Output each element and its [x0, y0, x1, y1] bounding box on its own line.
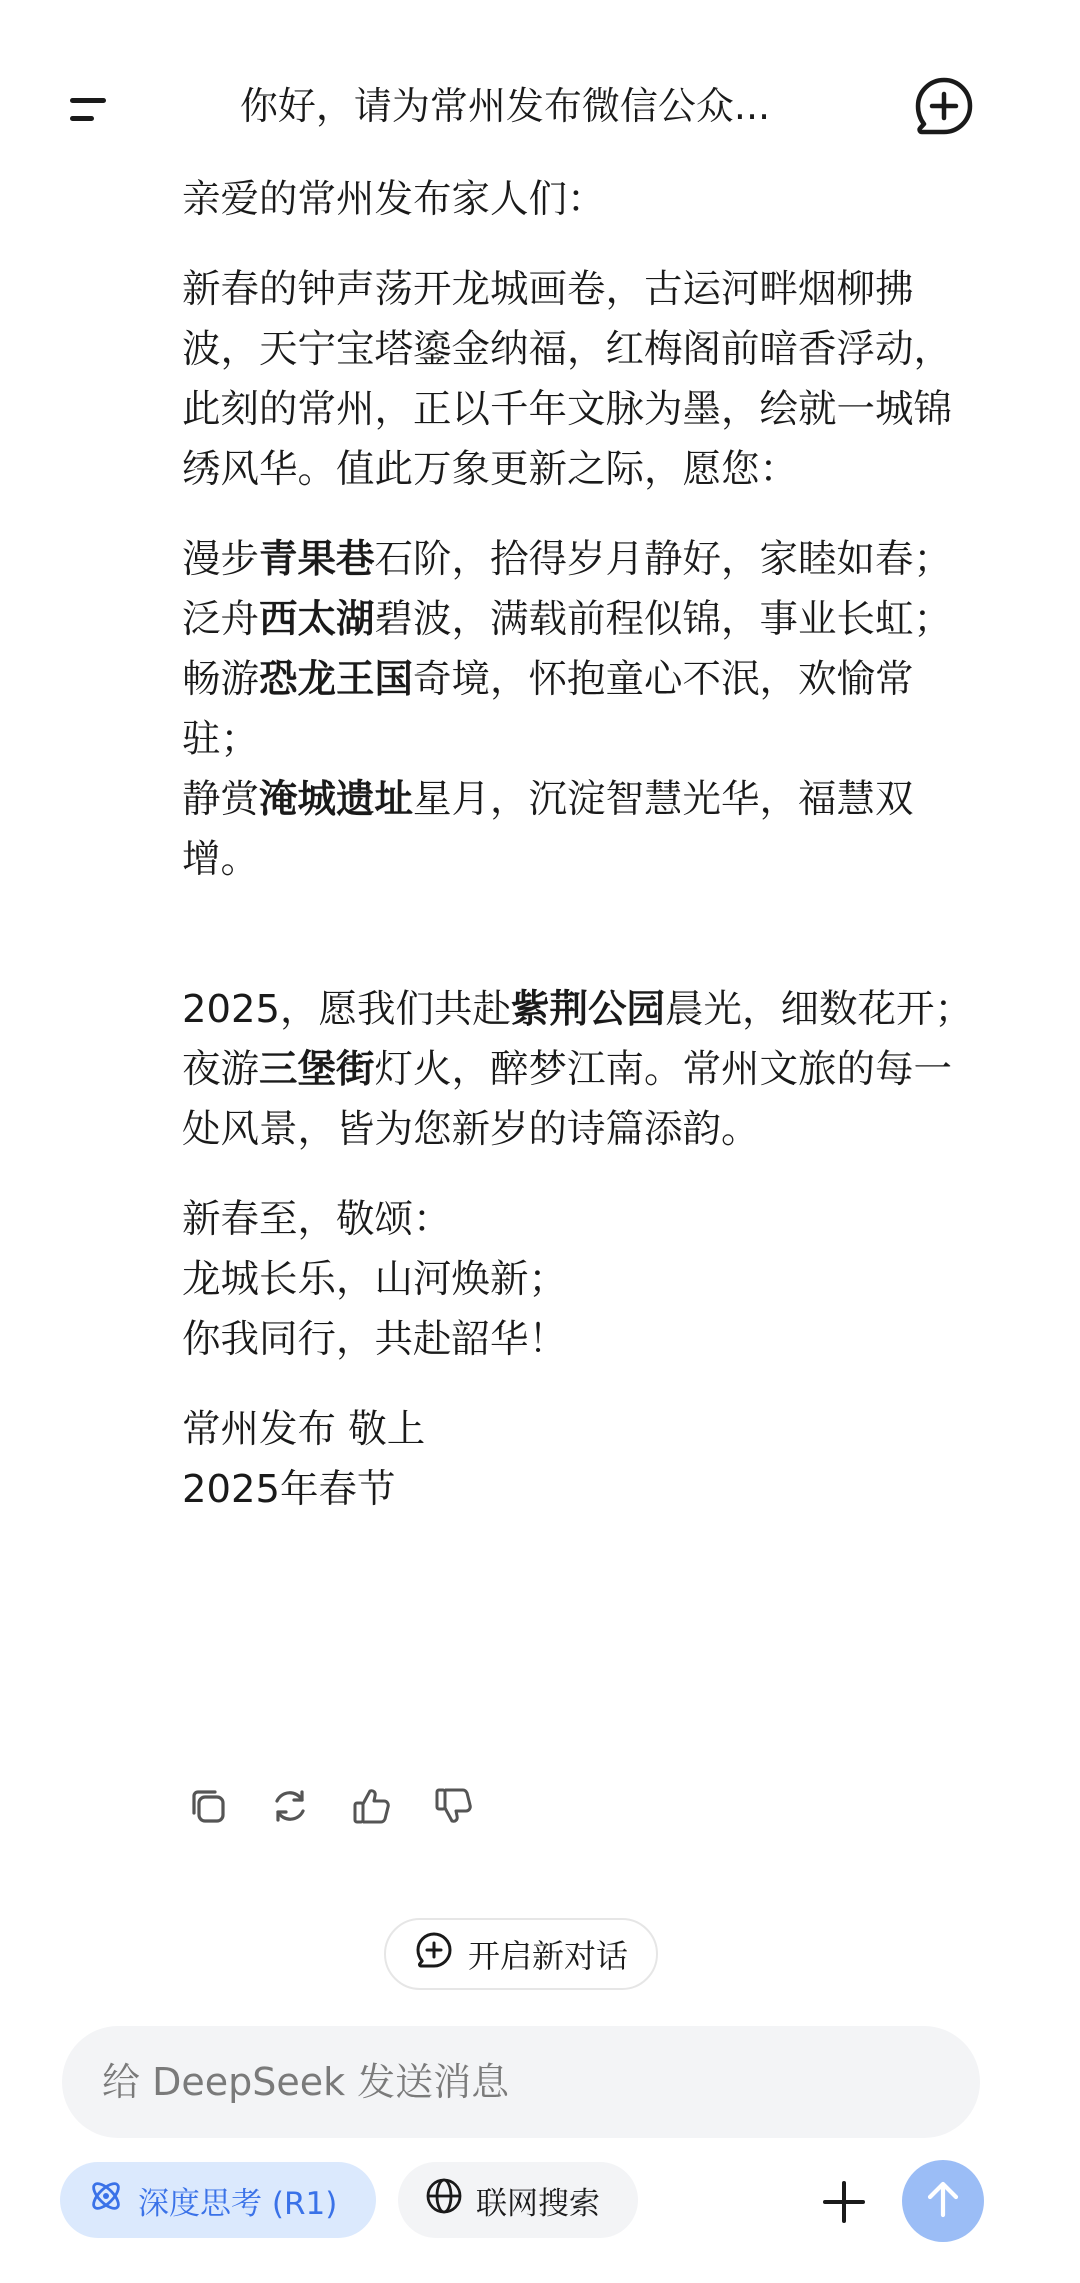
thumbs-up-icon[interactable] — [344, 1778, 400, 1834]
wish-line: 畅游恐龙王国奇境，怀抱童心不泯，欢愉常驻； — [182, 657, 914, 762]
wish-line: 静赏淹城遗址星月，沉淀智慧光华，福慧双增。 — [182, 777, 914, 882]
web-search-toggle[interactable] — [398, 2162, 638, 2238]
paragraph-intro: 新春的钟声荡开龙城画卷，古运河畔烟柳拂波，天宁宝塔鎏金纳福，红梅阁前暗香浮动，此刻的常州，正以千年文脉为墨，绘就一城锦绣风华。值此万象更新之际，愿您： — [182, 267, 953, 492]
send-button[interactable] — [902, 2160, 984, 2242]
arrow-up-icon — [921, 2177, 965, 2225]
top-bar — [0, 50, 1080, 160]
web-search-label: 联网搜索 — [476, 2185, 600, 2222]
greeting: 亲爱的常州发布家人们： — [182, 177, 606, 222]
new-chat-label: 开启新对话 — [467, 1937, 628, 1975]
wish-line: 漫步青果巷石阶，拾得岁月静好，家睦如春； — [182, 537, 953, 582]
wish-line: 泛舟西太湖碧波，满载前程似锦，事业长虹； — [182, 597, 953, 642]
copy-icon[interactable] — [180, 1778, 236, 1834]
signature: 常州发布 敬上 — [182, 1407, 426, 1452]
message-actions — [180, 1778, 482, 1834]
new-chat-icon[interactable] — [910, 72, 978, 140]
deep-think-toggle[interactable] — [60, 2162, 376, 2238]
menu-icon[interactable] — [58, 78, 118, 134]
new-chat-icon — [414, 1930, 454, 1978]
deep-think-label: 深度思考 (R1) — [138, 2185, 338, 2222]
input-placeholder: 给 DeepSeek 发送消息 — [102, 2060, 510, 2104]
paragraph-2025: 2025，愿我们共赴紫荆公园晨光，细数花开；夜游三堡街灯火，醉梦江南。常州文旅的每一处风景，皆为您新岁的诗篇添韵。 — [182, 987, 974, 1152]
conversation-title: 你好，请为常州发布微信公众... — [239, 84, 771, 128]
assistant-message — [182, 170, 982, 1520]
thumbs-down-icon[interactable] — [426, 1778, 482, 1834]
atom-icon — [86, 2176, 126, 2224]
closing-line: 龙城长乐，山河焕新； — [182, 1257, 568, 1302]
signature-date: 2025年春节 — [182, 1467, 396, 1512]
new-chat-button[interactable] — [384, 1918, 658, 1990]
closing-line: 你我同行，共赴韶华！ — [182, 1317, 568, 1362]
regenerate-icon[interactable] — [262, 1778, 318, 1834]
globe-icon — [424, 2176, 464, 2224]
closing-line: 新春至，敬颂： — [182, 1197, 452, 1242]
message-input[interactable] — [62, 2026, 980, 2138]
attach-plus-icon[interactable] — [808, 2166, 880, 2238]
